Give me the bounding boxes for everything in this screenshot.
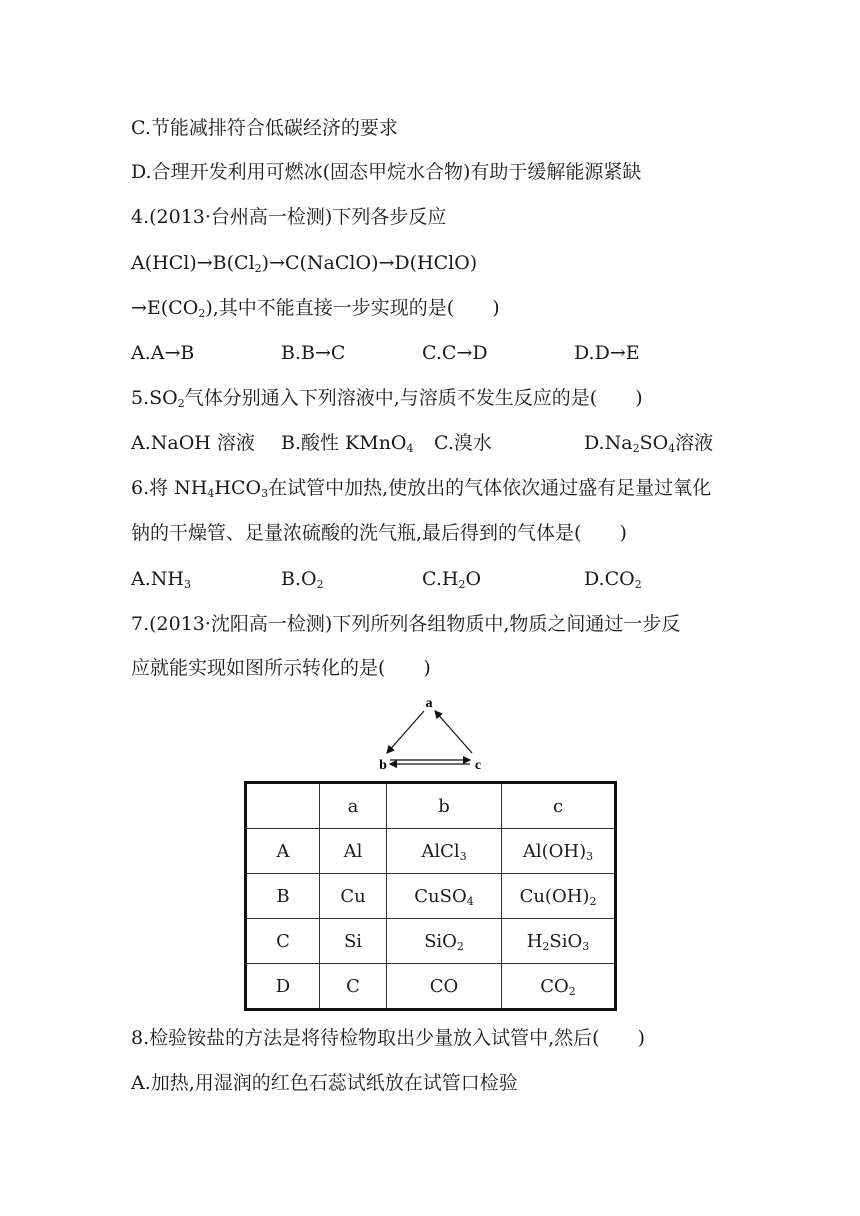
question-4-reaction-chain-end: $\to E(CO_2)$,其中不能直接一步实现的是( ) (131, 297, 500, 320)
question-4-option-d: D.D→E (574, 342, 640, 364)
table-row-label: D (246, 964, 320, 1010)
table-row (246, 919, 616, 964)
table-cell: $Al(OH)_3$ (502, 829, 616, 874)
table-cell: $H_2SiO_3$ (502, 919, 616, 964)
table-cell: $CO_2$ (502, 964, 616, 1010)
diagram-node-a: a (425, 696, 433, 711)
question-8-option-a: A.加热,用湿润的红色石蕊试纸放在试管口检验 (131, 1072, 518, 1094)
question-6-stem: 6.将 $NH_4HCO_3$在试管中加热,使放出的气体依次通过盛有足量过氧化 (131, 477, 712, 500)
question-6-stem-line2: 钠的干燥管、足量浓硫酸的洗气瓶,最后得到的气体是( ) (131, 522, 627, 544)
table-cell: $Cu(OH)_2$ (502, 874, 616, 919)
diagram-node-c: c (474, 758, 482, 773)
table-cell: Si (320, 919, 387, 964)
table-row (246, 874, 616, 919)
table-header-cell (246, 783, 320, 829)
question-5-option-a: A.NaOH 溶液 (131, 432, 255, 454)
table-header-row (246, 783, 616, 829)
table-cell: Cu (320, 874, 387, 919)
question-4-option-c: C.C→D (422, 342, 488, 364)
table-cell: AlCl$_3$ (387, 829, 502, 874)
question-6-option-c: $C.H_2O$ (422, 568, 482, 591)
table-row-label: C (246, 919, 320, 964)
question-5-option-d: $D.Na_2SO_4$溶液 (584, 432, 714, 455)
question-7-stem-line2: 应就能实现如图所示转化的是( ) (131, 657, 431, 679)
question-5-option-c: C.溴水 (434, 432, 492, 454)
table-cell: Al (320, 829, 387, 874)
table-header-cell: c (502, 783, 616, 829)
table-cell: CuSO$_4$ (387, 874, 502, 919)
substance-options-table (244, 781, 617, 1011)
table-row (246, 964, 616, 1010)
table-cell: SiO$_2$ (387, 919, 502, 964)
question-7-stem: 7.(2013·沈阳高一检测)下列所列各组物质中,物质之间通过一步反 (131, 613, 681, 635)
option-c-energy-saving: C.节能减排符合低碳经济的要求 (131, 117, 398, 139)
table-header-cell: b (387, 783, 502, 829)
conversion-triangle-diagram (372, 694, 492, 774)
question-6-option-a: $A.NH_3$ (131, 568, 191, 591)
question-8-stem: 8.检验铵盐的方法是将待检物取出少量放入试管中,然后( ) (131, 1027, 645, 1049)
question-5-stem: $5.SO_2$气体分别通入下列溶液中,与溶质不发生反应的是( ) (131, 387, 643, 410)
question-6-option-b: $B.O_2$ (281, 568, 324, 591)
table-cell: CO (387, 964, 502, 1010)
table-cell: C (320, 964, 387, 1010)
question-4-reaction-chain: $A(HCl)\to B(Cl_2)\to C(NaClO)\to D(HClO)$ (131, 252, 478, 275)
arrow-c-to-a (435, 711, 472, 753)
option-d-combustible-ice: D.合理开发利用可燃冰(固态甲烷水合物)有助于缓解能源紧缺 (131, 161, 642, 183)
table-row-label: B (246, 874, 320, 919)
table-row-label: A (246, 829, 320, 874)
table-header-cell: a (320, 783, 387, 829)
question-4-stem: 4.(2013·台州高一检测)下列各步反应 (131, 206, 447, 228)
table-row (246, 829, 616, 874)
question-5-option-b: B.酸性 KMnO$_4$ (281, 432, 414, 455)
question-6-option-d: $D.CO_2$ (584, 568, 642, 591)
question-4-option-b: B.B→C (281, 342, 346, 364)
arrow-a-to-b (387, 711, 424, 753)
diagram-node-b: b (379, 758, 387, 773)
question-4-option-a: A.A→B (131, 342, 195, 364)
